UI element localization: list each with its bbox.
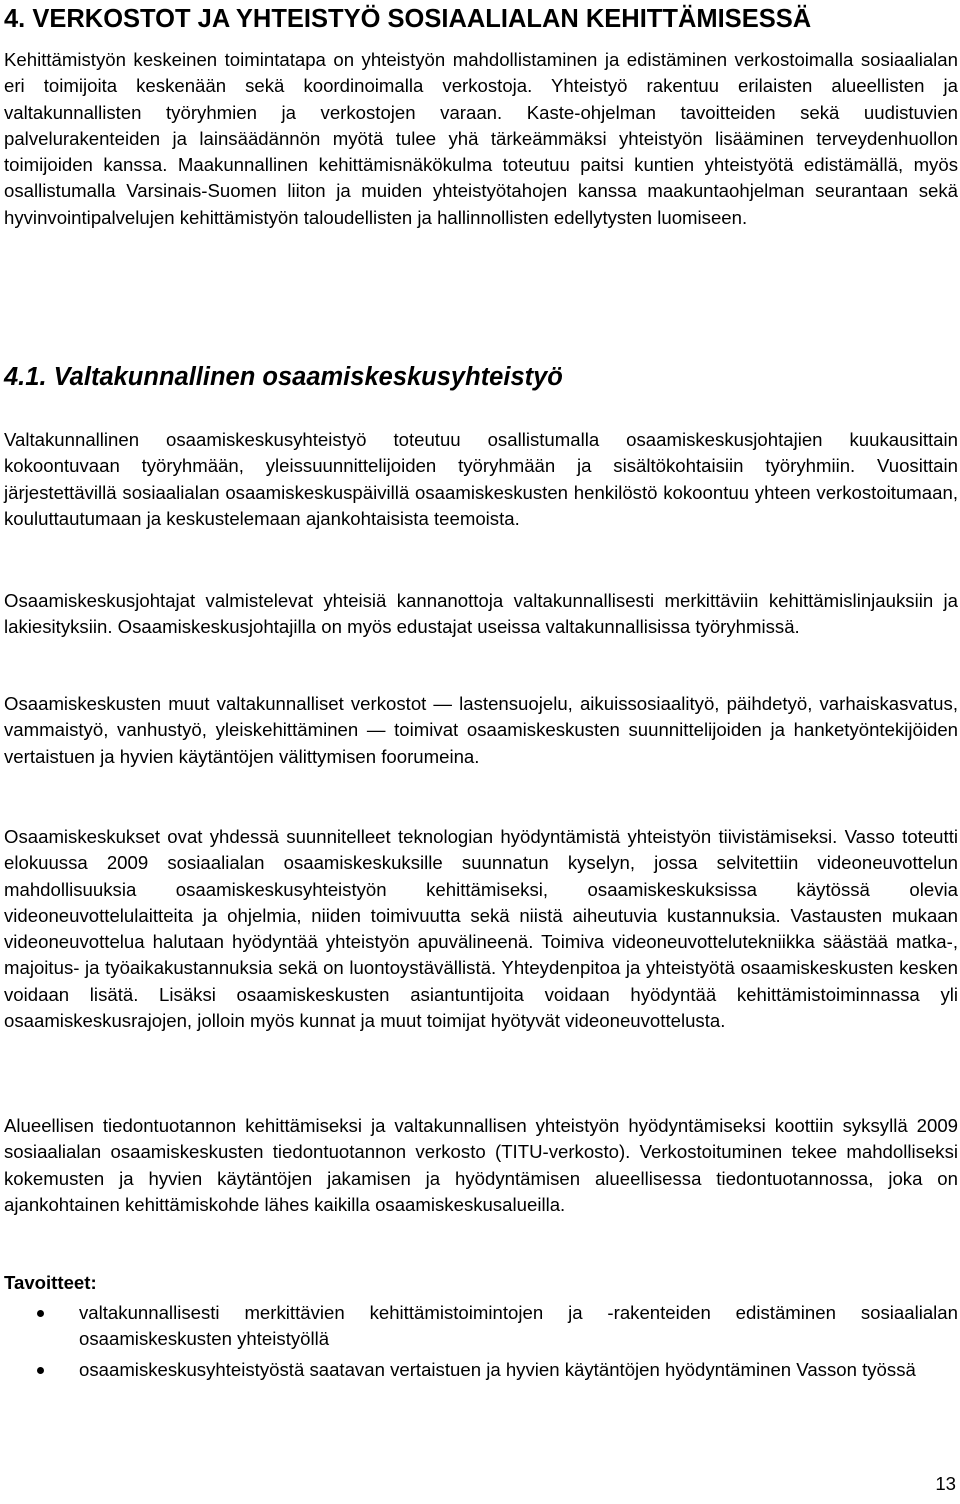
paragraph-videoconference: Osaamiskeskukset ovat yhdessä suunnitelleet teknologian hyödyntämistä yhteistyön tiivistämiseksi. Vasso toteutti elokuussa 2009 sosiaalialan osaamiskeskuksille suunnatun kyselyn, jossa selvitettiin videoneuvottelun mahdollisuuksia osaamiskeskusyhteistyön kehittämiseksi, osaamiskeskuksissa käytössä olevia videoneuvottelulaitteita ja ohjelmia, niiden toimivuutta sekä niistä aiheutuvia kustannuksia. Vastausten mukaan videoneuvottelua halutaan hyödyntää yhteistyön apuvälineenä. Toimiva videoneuvottelutekniikka säästää matka-, majoitus- ja työaikakustannuksia sekä on luontoystävällistä. Yhteydenpitoa ja yhteistyötä osaamiskeskusten kesken voidaan lisätä. Lisäksi osaamiskeskusten asiantuntijoita voidaan hyödyntää kehittämistoiminnassa yli osaamiskeskusrajojen, jolloin myös kunnat ja muut toimijat hyötyvät videoneuvottelusta. [4,826,958,1032]
list-item [4,1300,958,1353]
page-number: 13 [935,1473,956,1494]
list-item [4,1357,958,1383]
paragraph-directors: Osaamiskeskusjohtajat valmistelevat yhteisiä kannanottoja valtakunnallisesti merkittäviin kehittämislinjauksiin ja lakiesityksiin. Osaamiskeskusjohtajilla on myös edustajat useissa valtakunnallisissa työryhmissä. [4,590,958,638]
chapter-heading: 4. VERKOSTOT JA YHTEISTYÖ SOSIAALIALAN KEHITTÄMISESSÄ [4,5,812,33]
list-item-text: osaamiskeskusyhteistyöstä saatavan vertaistuen ja hyvien käytäntöjen hyödyntäminen Vasson työssä [79,1358,916,1380]
list-item-text: valtakunnallisesti merkittävien kehittämistoimintojen ja -rakenteiden edistäminen sosiaalialan osaamiskeskusten yhteistyöllä [79,1302,958,1350]
paragraph-cooperation: Valtakunnallinen osaamiskeskusyhteistyö toteutuu osallistumalla osaamiskeskusjohtajien kuukausittain kokoontuvaan työryhmään, yleissuunnittelijoiden työryhmään ja sisältökohtaisiin työryhmiin. Vuosittain järjestettävillä sosiaalialan osaamiskeskuspäivillä osaamiskeskusten henkilöstö kokoontuu yhteen verkostoitumaan, kouluttautumaan ja keskustelemaan ajankohtaisista teemoista. [4,429,958,529]
paragraph-titu-network: Alueellisen tiedontuotannon kehittämiseksi ja valtakunnallisen yhteistyön hyödyntämiseksi koottiin syksyllä 2009 sosiaalialan osaamiskeskusten tiedontuotannon verkosto (TITU-verkosto). Verkostoituminen tekee mahdolliseksi kokemusten ja hyvien käytäntöjen jakamisen ja hyödyntämisen alueellisessa tiedontuotannossa, joka on ajankohtainen kehittämiskohde lähes kaikilla osaamiskeskusalueilla. [4,1115,958,1215]
goals-label: Tavoitteet: [4,1272,97,1293]
bullet-icon [37,1367,44,1374]
intro-paragraph: Kehittämistyön keskeinen toimintatapa on yhteistyön mahdollistaminen ja edistäminen verkostoimalla sosiaalialan eri toimijoita keskenään sekä koordinoimalla verkostoja. Yhteistyö rakentuu erilaisten alueellisten ja valtakunnallisten työryhmien ja verkostojen varaan. Kaste-ohjelman tavoitteiden sekä uudistuvien palvelurakenteiden ja lainsäädännön myötä tulee yhä tärkeämmäksi yhteistyön lisääminen terveydenhuollon toimijoiden kanssa. Maakunnallinen kehittämisnäkökulma toteutuu paitsi kuntien yhteistyötä edistämällä, myös osallistumalla Varsinais-Suomen liiton ja muiden yhteistyötahojen kanssa maakuntaohjelman seurantaan sekä hyvinvointipalvelujen kehittämistyön taloudellisten ja hallinnollisten edellytysten luomiseen. [4,49,958,228]
goals-list [4,1300,958,1387]
bullet-icon [37,1310,44,1317]
section-heading: 4.1. Valtakunnallinen osaamiskeskusyhteistyö [4,363,563,391]
paragraph-networks: Osaamiskeskusten muut valtakunnalliset verkostot — lastensuojelu, aikuissosiaalityö, päihdetyö, varhaiskasvatus, vammaistyö, vanhustyö, yleiskehittäminen — toimivat osaamiskeskusten suunnittelijoiden ja hanketyöntekijöiden vertaistuen ja hyvien käytäntöjen välittymisen foorumeina. [4,693,958,767]
